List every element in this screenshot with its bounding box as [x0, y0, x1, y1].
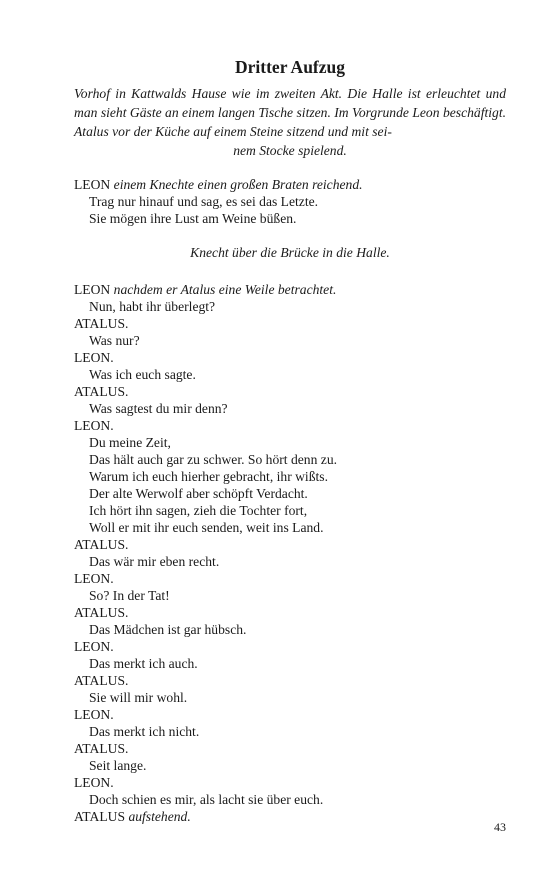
speaker-name: ATALUS.: [74, 384, 129, 399]
speaker-line: [74, 176, 506, 193]
page-number: 43: [494, 820, 506, 834]
act-title: Dritter Aufzug: [235, 57, 345, 77]
speaker-name: ATALUS.: [74, 605, 129, 620]
speaker-name: ATALUS.: [74, 741, 129, 756]
verse-line: Doch schien es mir, als lacht sie über euch.: [89, 792, 324, 807]
verse-line: Das Mädchen ist gar hübsch.: [89, 622, 247, 637]
verse-line: Warum ich euch hierher gebracht, ihr wißts.: [89, 469, 328, 484]
speaker-name: LEON: [74, 282, 111, 297]
speaker-direction: nachdem er Atalus eine Weile betrachtet.: [113, 282, 337, 297]
speaker-name: ATALUS.: [74, 316, 129, 331]
verse-line: Das wär mir eben recht.: [89, 554, 220, 569]
speaker-name: LEON.: [74, 775, 114, 790]
verse-line: Was nur?: [89, 333, 140, 348]
speaker-name: LEON.: [74, 707, 114, 722]
verse-line: Woll er mit ihr euch senden, weit ins Land.: [89, 520, 324, 535]
speaker-line: [74, 281, 506, 298]
verse-line: Ich hört ihn sagen, zieh die Tochter fort,: [89, 503, 308, 518]
verse-line: Sie will mir wohl.: [89, 690, 188, 705]
speaker-name: LEON.: [74, 571, 114, 586]
speaker-direction: einem Knechte einen großen Braten reichend.: [113, 177, 363, 192]
speaker-name: LEON.: [74, 639, 114, 654]
verse-line: Sie mögen ihre Lust am Weine büßen.: [89, 211, 297, 226]
speaker-line: [74, 808, 506, 825]
dialogue-block: [74, 281, 506, 825]
verse-line: Seit lange.: [89, 758, 147, 773]
speaker-name: LEON: [74, 177, 111, 192]
speaker-name: ATALUS.: [74, 673, 129, 688]
verse-line: Das hält auch gar zu schwer. So hört denn zu.: [89, 452, 338, 467]
speech-block-1: [74, 176, 506, 227]
speaker-name: ATALUS.: [74, 537, 129, 552]
speaker-name: LEON.: [74, 350, 114, 365]
opening-direction-last-line: nem Stocke spielend.: [233, 143, 347, 158]
speaker-direction: aufstehend.: [128, 809, 191, 824]
verse-line: Nun, habt ihr überlegt?: [89, 299, 216, 314]
page-content: [74, 56, 506, 825]
centered-stage-direction: Knecht über die Brücke in die Halle.: [190, 245, 390, 260]
speaker-name: ATALUS: [74, 809, 126, 824]
verse-line: Trag nur hinauf und sag, es sei das Letzte.: [89, 194, 319, 209]
verse-line: Was sagtest du mir denn?: [89, 401, 228, 416]
speaker-name: LEON.: [74, 418, 114, 433]
verse-line: Der alte Werwolf aber schöpft Verdacht.: [89, 486, 308, 501]
verse-line: Du meine Zeit,: [89, 435, 171, 450]
verse-line: Das merkt ich nicht.: [89, 724, 200, 739]
verse-line: Das merkt ich auch.: [89, 656, 198, 671]
verse-line: Was ich euch sagte.: [89, 367, 196, 382]
opening-stage-direction: [74, 84, 506, 160]
opening-direction-text: Vorhof in Kattwalds Hause wie im zweiten Akt. Die Halle ist erleuchtet und man sieht Gäste an einem langen Tische sitzen. Im Vorgrunde Leon beschäftigt. Atalus vor der Küche auf einem Steine sitzend und mit sei-: [74, 86, 506, 139]
verse-line: So? In der Tat!: [89, 588, 170, 603]
